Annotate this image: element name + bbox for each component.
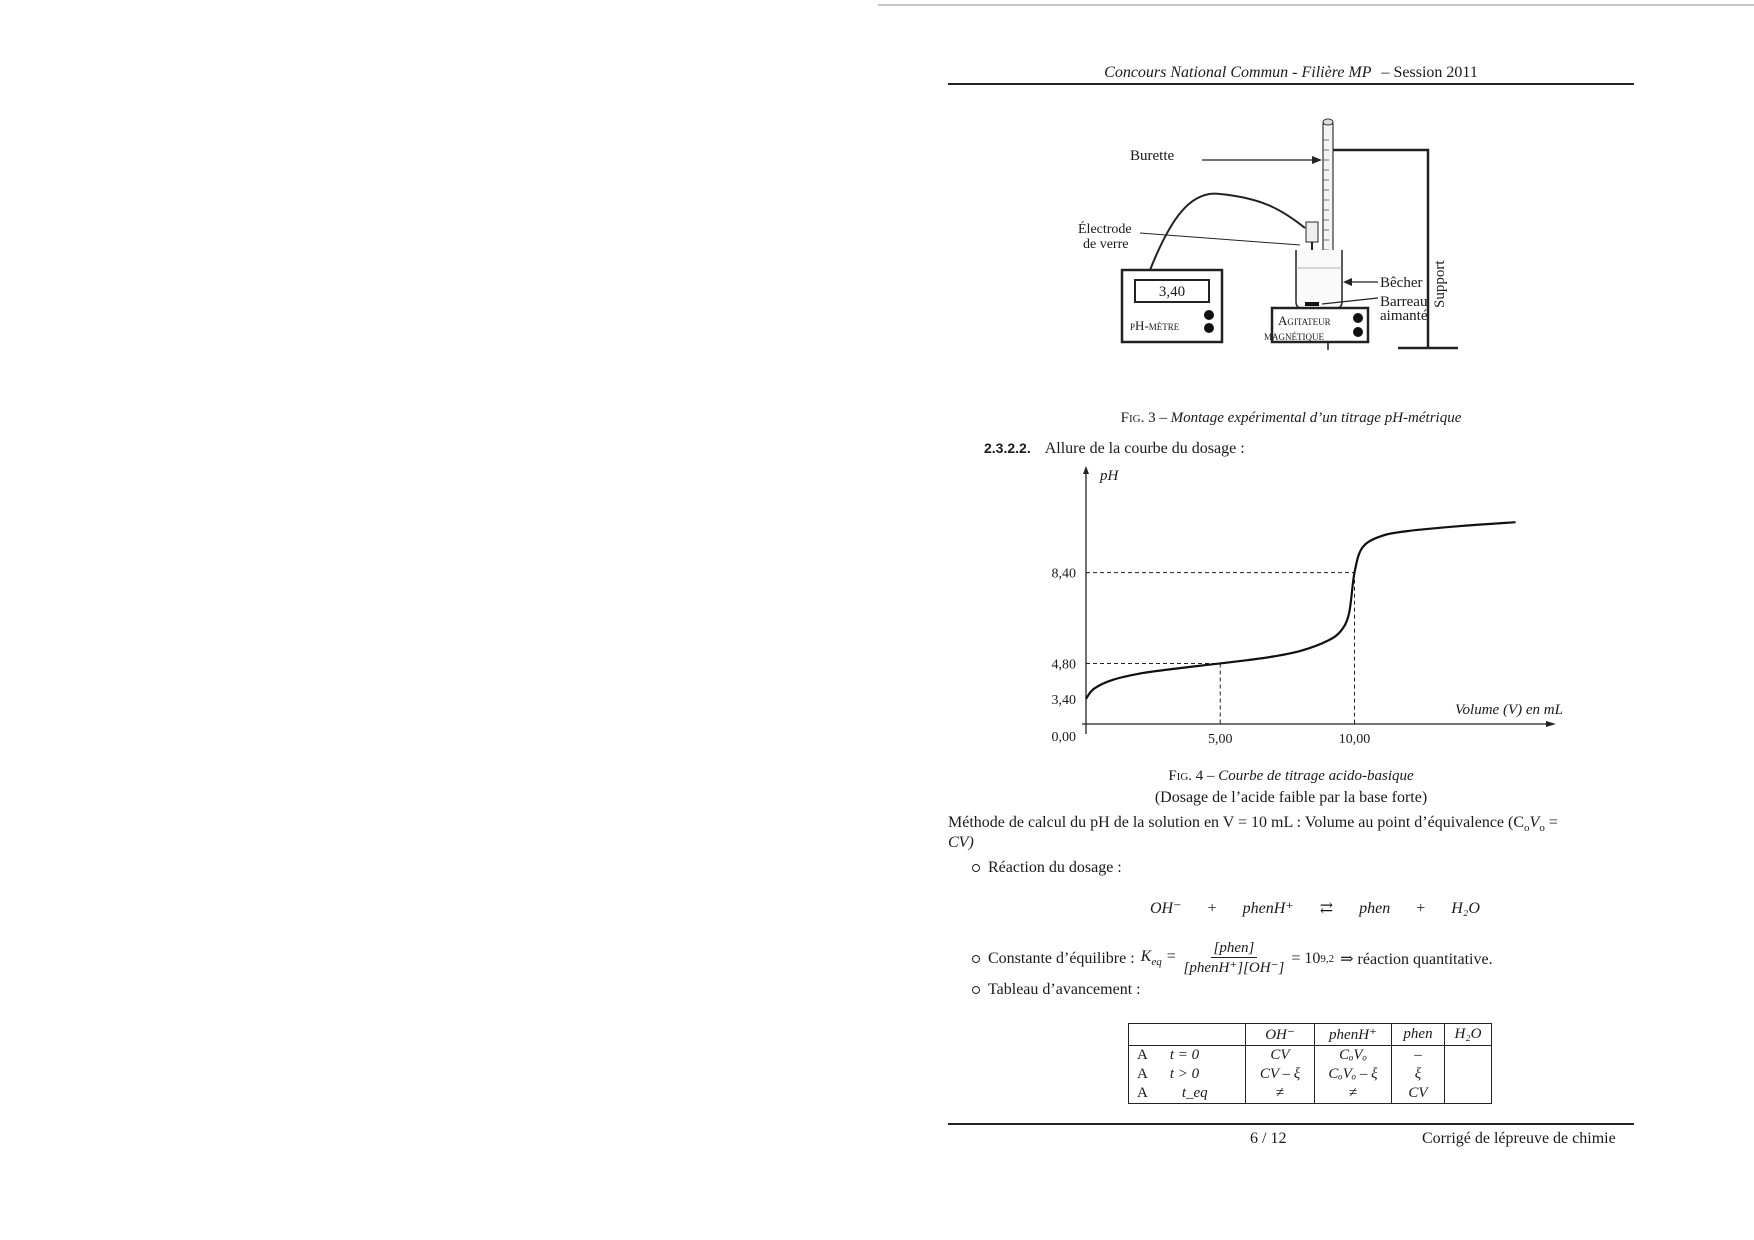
x-axis-arrow-icon bbox=[1546, 721, 1556, 727]
eq-product-1: phen bbox=[1359, 900, 1391, 917]
table-header-cell: OH⁻ bbox=[1246, 1024, 1315, 1046]
section-title: Allure de la courbe du dosage : bbox=[1044, 440, 1245, 457]
table-cell: ξ bbox=[1392, 1065, 1445, 1084]
titration-curve-chart bbox=[1030, 462, 1563, 760]
eq-product-2: H₂O bbox=[1451, 900, 1480, 917]
table-row bbox=[1129, 1084, 1492, 1104]
barreau-label-2: aimanté bbox=[1380, 308, 1428, 324]
avancement-table-wrap bbox=[1128, 1023, 1492, 1104]
x-tick-label: 5,00 bbox=[1207, 732, 1233, 747]
method-paragraph: Méthode de calcul du pH de la solution en V = 10 mL : Volume au point d’équivalence ($C_oV_o$ = CV) bbox=[948, 814, 1638, 852]
table-row bbox=[1129, 1046, 1492, 1066]
method-line2: CV) bbox=[948, 834, 974, 852]
table-header-cell bbox=[1129, 1024, 1246, 1046]
bullet-icon bbox=[972, 864, 980, 872]
burette-label: Burette bbox=[1130, 148, 1175, 164]
method-line1-tail: V bbox=[1529, 814, 1540, 831]
electrode-label-1: Électrode bbox=[1078, 222, 1132, 237]
y-tick-label: 3,40 bbox=[1051, 692, 1076, 708]
bullet-tableau-text: Tableau d’avancement : bbox=[988, 981, 1141, 998]
eq-reactant-1: OH⁻ bbox=[1150, 900, 1182, 917]
constante-numerator: [phen] bbox=[1211, 940, 1258, 958]
avancement-table bbox=[1128, 1023, 1492, 1104]
bullet-reaction-text: Réaction du dosage : bbox=[988, 859, 1122, 876]
section-number: 2.3.2.2. bbox=[984, 440, 1031, 456]
table-row bbox=[1129, 1065, 1492, 1084]
agitateur-label-1: Agitateur bbox=[1278, 313, 1331, 328]
y-tick-label: 4,80 bbox=[1051, 657, 1076, 673]
fig3-caption-prefix: Fig. 3 – bbox=[1120, 410, 1167, 426]
eq-plus-2: + bbox=[1416, 900, 1426, 917]
constante-denominator: [phenH⁺][OH⁻] bbox=[1183, 960, 1285, 976]
section-heading bbox=[984, 440, 1245, 458]
barreau-label-1: Barreau bbox=[1380, 294, 1428, 310]
constante-value: = 10 bbox=[1291, 949, 1321, 967]
fig4-caption-prefix: Fig. 4 – bbox=[1168, 768, 1215, 784]
page-header bbox=[948, 64, 1634, 82]
header-rule bbox=[948, 83, 1634, 85]
magnetic-bar-icon bbox=[1305, 302, 1319, 306]
y-axis-arrow-icon bbox=[1083, 466, 1089, 474]
becher-icon bbox=[1296, 250, 1342, 308]
constante-fraction bbox=[1181, 940, 1288, 977]
x-tick-label: 10,00 bbox=[1338, 732, 1371, 747]
footer-page-number: 6 / 12 bbox=[1250, 1130, 1287, 1147]
constante-prefix: Constante d’équilibre : bbox=[988, 949, 1135, 967]
titration-curve-line bbox=[1086, 522, 1516, 699]
agitateur-label-2: magnétique bbox=[1264, 328, 1324, 343]
reaction-equation bbox=[1150, 898, 1480, 918]
fig4-caption-sub: (Dosage de l’acide faible par la base forte) bbox=[1154, 789, 1428, 806]
table-cell: CₒVₒ bbox=[1315, 1046, 1392, 1066]
table-header-cell: phen bbox=[1392, 1024, 1445, 1046]
footer-rule bbox=[948, 1123, 1634, 1125]
bullet-tableau bbox=[972, 981, 1141, 999]
table-cell: CV bbox=[1246, 1046, 1315, 1066]
page-top-edge bbox=[878, 4, 1754, 6]
bullet-reaction bbox=[972, 859, 1122, 877]
table-cell: ≠ bbox=[1246, 1084, 1315, 1104]
table-cell: CV bbox=[1392, 1084, 1445, 1104]
table-cell: A t > 0 bbox=[1129, 1065, 1246, 1084]
table-cell: CₒVₒ – ξ bbox=[1315, 1065, 1392, 1084]
table-cell: – bbox=[1392, 1046, 1445, 1066]
eq-reactant-2: phenH⁺ bbox=[1242, 900, 1294, 917]
origin-label: 0,00 bbox=[1051, 730, 1076, 745]
fig3-caption bbox=[948, 410, 1634, 427]
electrode-label-2: de verre bbox=[1083, 237, 1129, 252]
bullet-icon bbox=[972, 955, 980, 963]
titration-setup-figure bbox=[1078, 110, 1480, 400]
table-header-row bbox=[1129, 1024, 1492, 1046]
x-axis-label: Volume (V) en mL bbox=[1455, 702, 1563, 718]
ph-meter-reading: 3,40 bbox=[1158, 284, 1186, 300]
fig4-caption-text: Courbe de titrage acido-basique bbox=[1218, 768, 1414, 784]
y-tick-label: 8,40 bbox=[1051, 566, 1076, 582]
table-cell: A t_eq bbox=[1129, 1084, 1246, 1104]
table-cell bbox=[1445, 1084, 1492, 1104]
method-line1: Méthode de calcul du pH de la solution en V = 10 mL : Volume au point d’équivalence (C bbox=[948, 814, 1525, 831]
table-cell: ≠ bbox=[1315, 1084, 1392, 1104]
eq-arrow: ⇄ bbox=[1319, 900, 1334, 917]
method-line1-end: = bbox=[1544, 814, 1558, 831]
footer-title: Corrigé de lépreuve de chimie bbox=[1422, 1130, 1616, 1147]
bullet-constante: Constante d’équilibre : $K_{eq}$ = [phen] [phenH⁺][OH⁻] = 10 9,2 ⇒ réaction quantitative. bbox=[972, 940, 1493, 977]
bullet-icon bbox=[972, 986, 980, 994]
table-cell bbox=[1445, 1065, 1492, 1084]
fig4-caption bbox=[948, 768, 1634, 785]
constante-exponent: 9,2 bbox=[1320, 952, 1335, 965]
becher-label: Bêcher bbox=[1380, 275, 1423, 291]
table-cell: CV – ξ bbox=[1246, 1065, 1315, 1084]
fig3-caption-text: Montage expérimental d’un titrage pH-métrique bbox=[1170, 410, 1462, 426]
table-header-cell: H₂O bbox=[1445, 1024, 1492, 1046]
header-title: Concours National Commun - Filière MP bbox=[1104, 64, 1372, 81]
eq-plus-1: + bbox=[1207, 900, 1217, 917]
table-header-cell: phenH⁺ bbox=[1315, 1024, 1392, 1046]
table-cell: A t = 0 bbox=[1129, 1046, 1246, 1066]
constante-suffix: ⇒ réaction quantitative. bbox=[1340, 950, 1493, 968]
table-cell bbox=[1445, 1046, 1492, 1066]
support-label: Support bbox=[1432, 260, 1448, 308]
y-axis-label: pH bbox=[1100, 468, 1119, 484]
header-session: – Session 2011 bbox=[1381, 64, 1478, 81]
ph-meter-label: pH-mètre bbox=[1130, 318, 1180, 333]
